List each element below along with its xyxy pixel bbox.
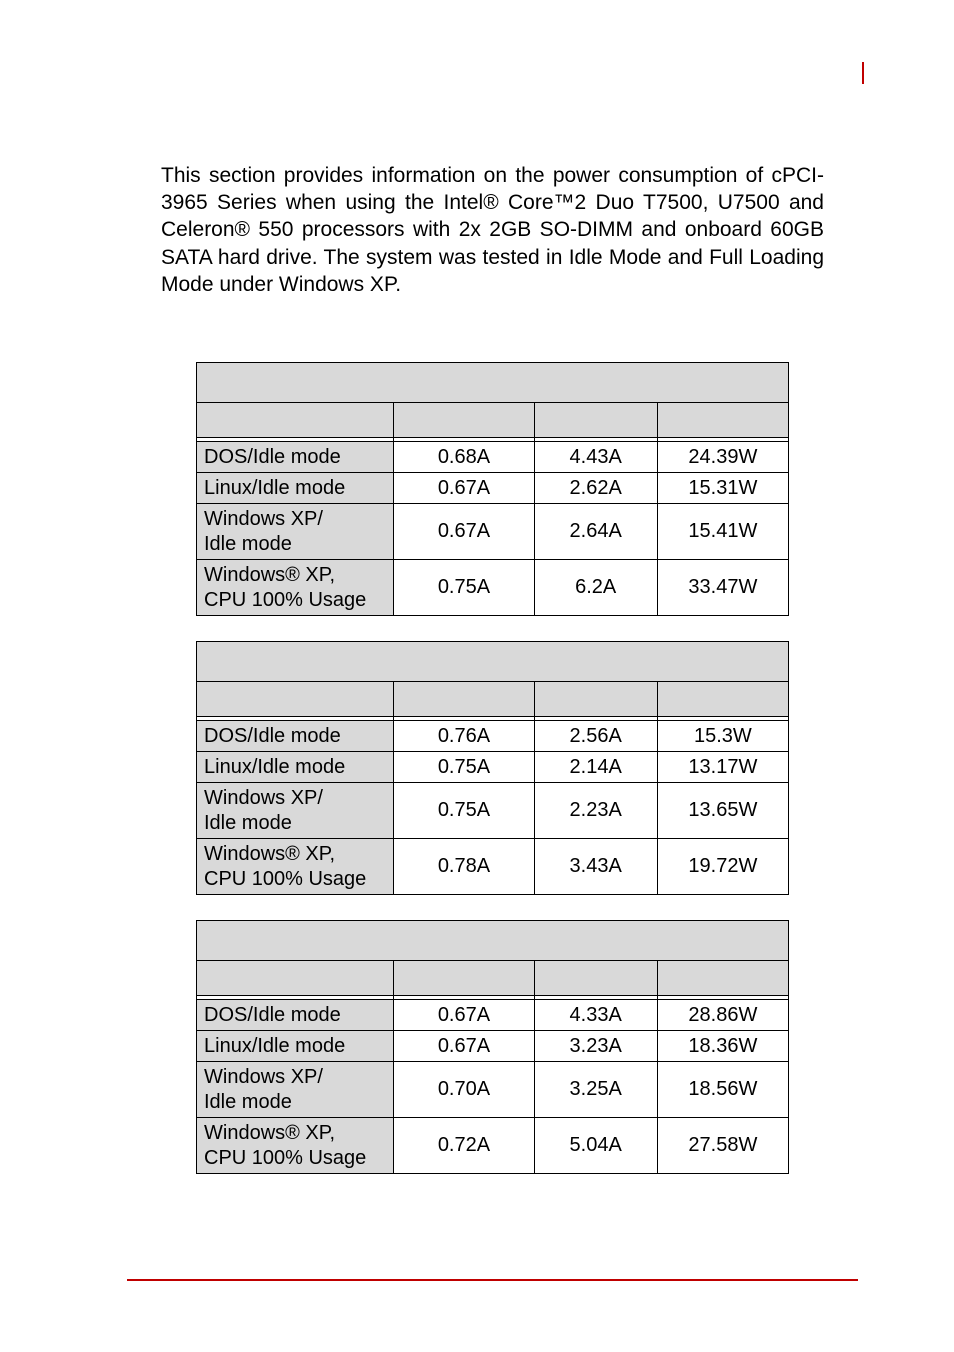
header-cell [534, 682, 657, 717]
mode-cell: DOS/Idle mode [197, 721, 394, 752]
header-cell [534, 403, 657, 438]
header-cell [534, 961, 657, 996]
value-cell: 0.75A [394, 783, 534, 839]
table-row [197, 442, 789, 473]
table-row [197, 839, 789, 895]
table-row [197, 560, 789, 616]
value-cell: 0.72A [394, 1118, 534, 1174]
value-cell: 3.25A [534, 1062, 657, 1118]
mode-cell: Linux/Idle mode [197, 1031, 394, 1062]
value-cell: 0.67A [394, 473, 534, 504]
value-cell: 0.78A [394, 839, 534, 895]
value-cell: 18.56W [657, 1062, 788, 1118]
table-row [197, 721, 789, 752]
table-row [197, 473, 789, 504]
table-title-row [197, 363, 789, 403]
mode-cell: Linux/Idle mode [197, 473, 394, 504]
table-row [197, 1000, 789, 1031]
table-title-cell [197, 363, 789, 403]
value-cell: 3.23A [534, 1031, 657, 1062]
value-cell: 2.23A [534, 783, 657, 839]
value-cell: 2.56A [534, 721, 657, 752]
intro-paragraph: This section provides information on the power consumption of cPCI-3965 Series when using the Intel® Core™2 Duo T7500, U7500 and Celeron® 550 processors with 2x 2GB SO-DIMM and onboard 60GB SATA hard drive. The system was tested in Idle Mode and Full Loading Mode under Windows XP. [161, 164, 824, 296]
table-title-cell [197, 921, 789, 961]
header-cell [394, 403, 534, 438]
mode-cell: Windows® XP, CPU 100% Usage [197, 839, 394, 895]
table-row [197, 1031, 789, 1062]
footer-rule [127, 1279, 858, 1281]
value-cell: 15.41W [657, 504, 788, 560]
power-table-3 [196, 920, 789, 1174]
value-cell: 24.39W [657, 442, 788, 473]
value-cell: 15.31W [657, 473, 788, 504]
value-cell: 0.70A [394, 1062, 534, 1118]
value-cell: 0.68A [394, 442, 534, 473]
table-header-row [197, 403, 789, 438]
value-cell: 5.04A [534, 1118, 657, 1174]
header-cell [197, 961, 394, 996]
mode-cell: Windows® XP, CPU 100% Usage [197, 1118, 394, 1174]
power-table-2 [196, 641, 789, 895]
table-row [197, 752, 789, 783]
value-cell: 15.3W [657, 721, 788, 752]
value-cell: 0.67A [394, 504, 534, 560]
mode-cell: Linux/Idle mode [197, 752, 394, 783]
table-title-row [197, 921, 789, 961]
power-table-1 [196, 362, 789, 616]
value-cell: 18.36W [657, 1031, 788, 1062]
table-row [197, 1062, 789, 1118]
table-header-row [197, 961, 789, 996]
header-cell [394, 961, 534, 996]
mode-cell: Windows XP/ Idle mode [197, 1062, 394, 1118]
value-cell: 6.2A [534, 560, 657, 616]
value-cell: 27.58W [657, 1118, 788, 1174]
mode-cell: DOS/Idle mode [197, 1000, 394, 1031]
value-cell: 13.65W [657, 783, 788, 839]
value-cell: 0.75A [394, 752, 534, 783]
value-cell: 2.62A [534, 473, 657, 504]
table-title-row [197, 642, 789, 682]
page-edge-marker [862, 62, 864, 84]
header-cell [197, 403, 394, 438]
header-cell [657, 682, 788, 717]
value-cell: 0.67A [394, 1000, 534, 1031]
value-cell: 3.43A [534, 839, 657, 895]
value-cell: 4.33A [534, 1000, 657, 1031]
mode-cell: DOS/Idle mode [197, 442, 394, 473]
header-cell [197, 682, 394, 717]
table-row [197, 783, 789, 839]
value-cell: 19.72W [657, 839, 788, 895]
header-cell [657, 403, 788, 438]
value-cell: 13.17W [657, 752, 788, 783]
mode-cell: Windows® XP, CPU 100% Usage [197, 560, 394, 616]
table-title-cell [197, 642, 789, 682]
mode-cell: Windows XP/ Idle mode [197, 783, 394, 839]
value-cell: 0.67A [394, 1031, 534, 1062]
value-cell: 2.64A [534, 504, 657, 560]
table-row [197, 1118, 789, 1174]
value-cell: 33.47W [657, 560, 788, 616]
mode-cell: Windows XP/ Idle mode [197, 504, 394, 560]
table-header-row [197, 682, 789, 717]
value-cell: 0.76A [394, 721, 534, 752]
header-cell [394, 682, 534, 717]
value-cell: 0.75A [394, 560, 534, 616]
value-cell: 4.43A [534, 442, 657, 473]
header-cell [657, 961, 788, 996]
table-row [197, 504, 789, 560]
value-cell: 2.14A [534, 752, 657, 783]
value-cell: 28.86W [657, 1000, 788, 1031]
